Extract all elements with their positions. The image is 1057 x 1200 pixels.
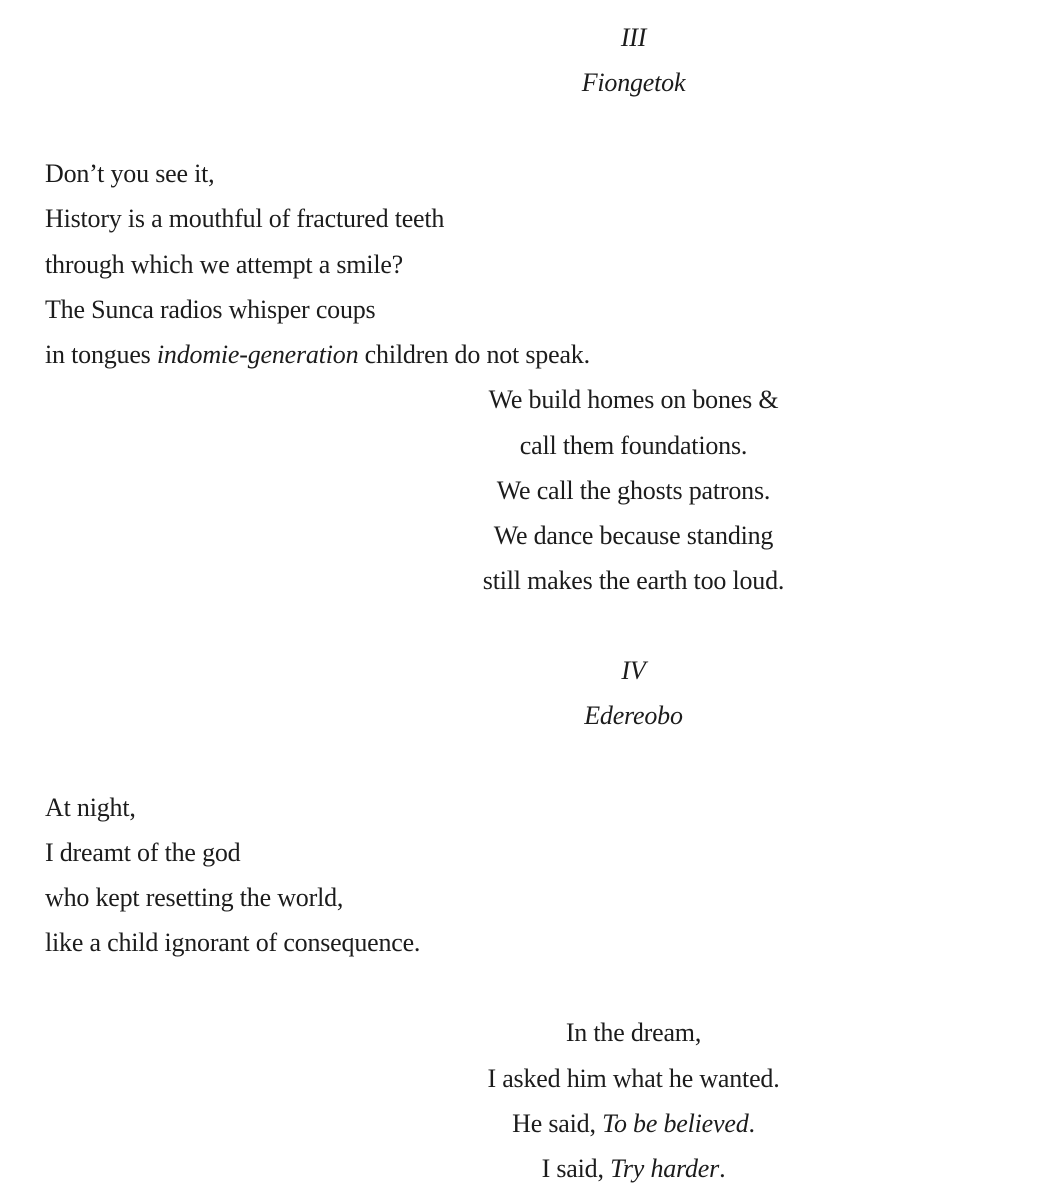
poem-line: Don’t you see it, — [45, 159, 215, 188]
poem-line: We dance because standing — [493, 521, 774, 550]
poem-line: who kept resetting the world, — [45, 883, 344, 912]
poem-line: I said, Try harder. — [541, 1154, 726, 1183]
poem-line: I asked him what he wanted. — [487, 1064, 780, 1093]
poem-line: He said, To be believed. — [512, 1109, 755, 1138]
italic-phrase: indomie-generation — [156, 340, 359, 369]
section-title: Fiongetok — [581, 68, 686, 97]
poem-line: History is a mouthful of fractured teeth — [45, 204, 445, 233]
poem-line: call them foundations. — [519, 431, 748, 460]
section-title: Edereobo — [584, 701, 683, 730]
poem-line: In the dream, — [565, 1018, 702, 1047]
poem-line: At night, — [45, 793, 136, 822]
poem-line: We build homes on bones & — [488, 385, 779, 414]
section-numeral: III — [620, 23, 647, 52]
poem-line: I dreamt of the god — [45, 838, 241, 867]
italic-phrase: To be believed — [602, 1109, 749, 1138]
italic-phrase: Try harder — [610, 1154, 720, 1183]
poem-line: through which we attempt a smile? — [45, 250, 404, 279]
poem-line: in tongues indomie-generation children do not speak. — [45, 340, 590, 369]
poem-line: The Sunca radios whisper coups — [45, 295, 376, 324]
poem-line: We call the ghosts patrons. — [496, 476, 771, 505]
poem-line: still makes the earth too loud. — [482, 566, 785, 595]
section-numeral: IV — [621, 656, 646, 685]
poem-line: like a child ignorant of consequence. — [45, 928, 421, 957]
